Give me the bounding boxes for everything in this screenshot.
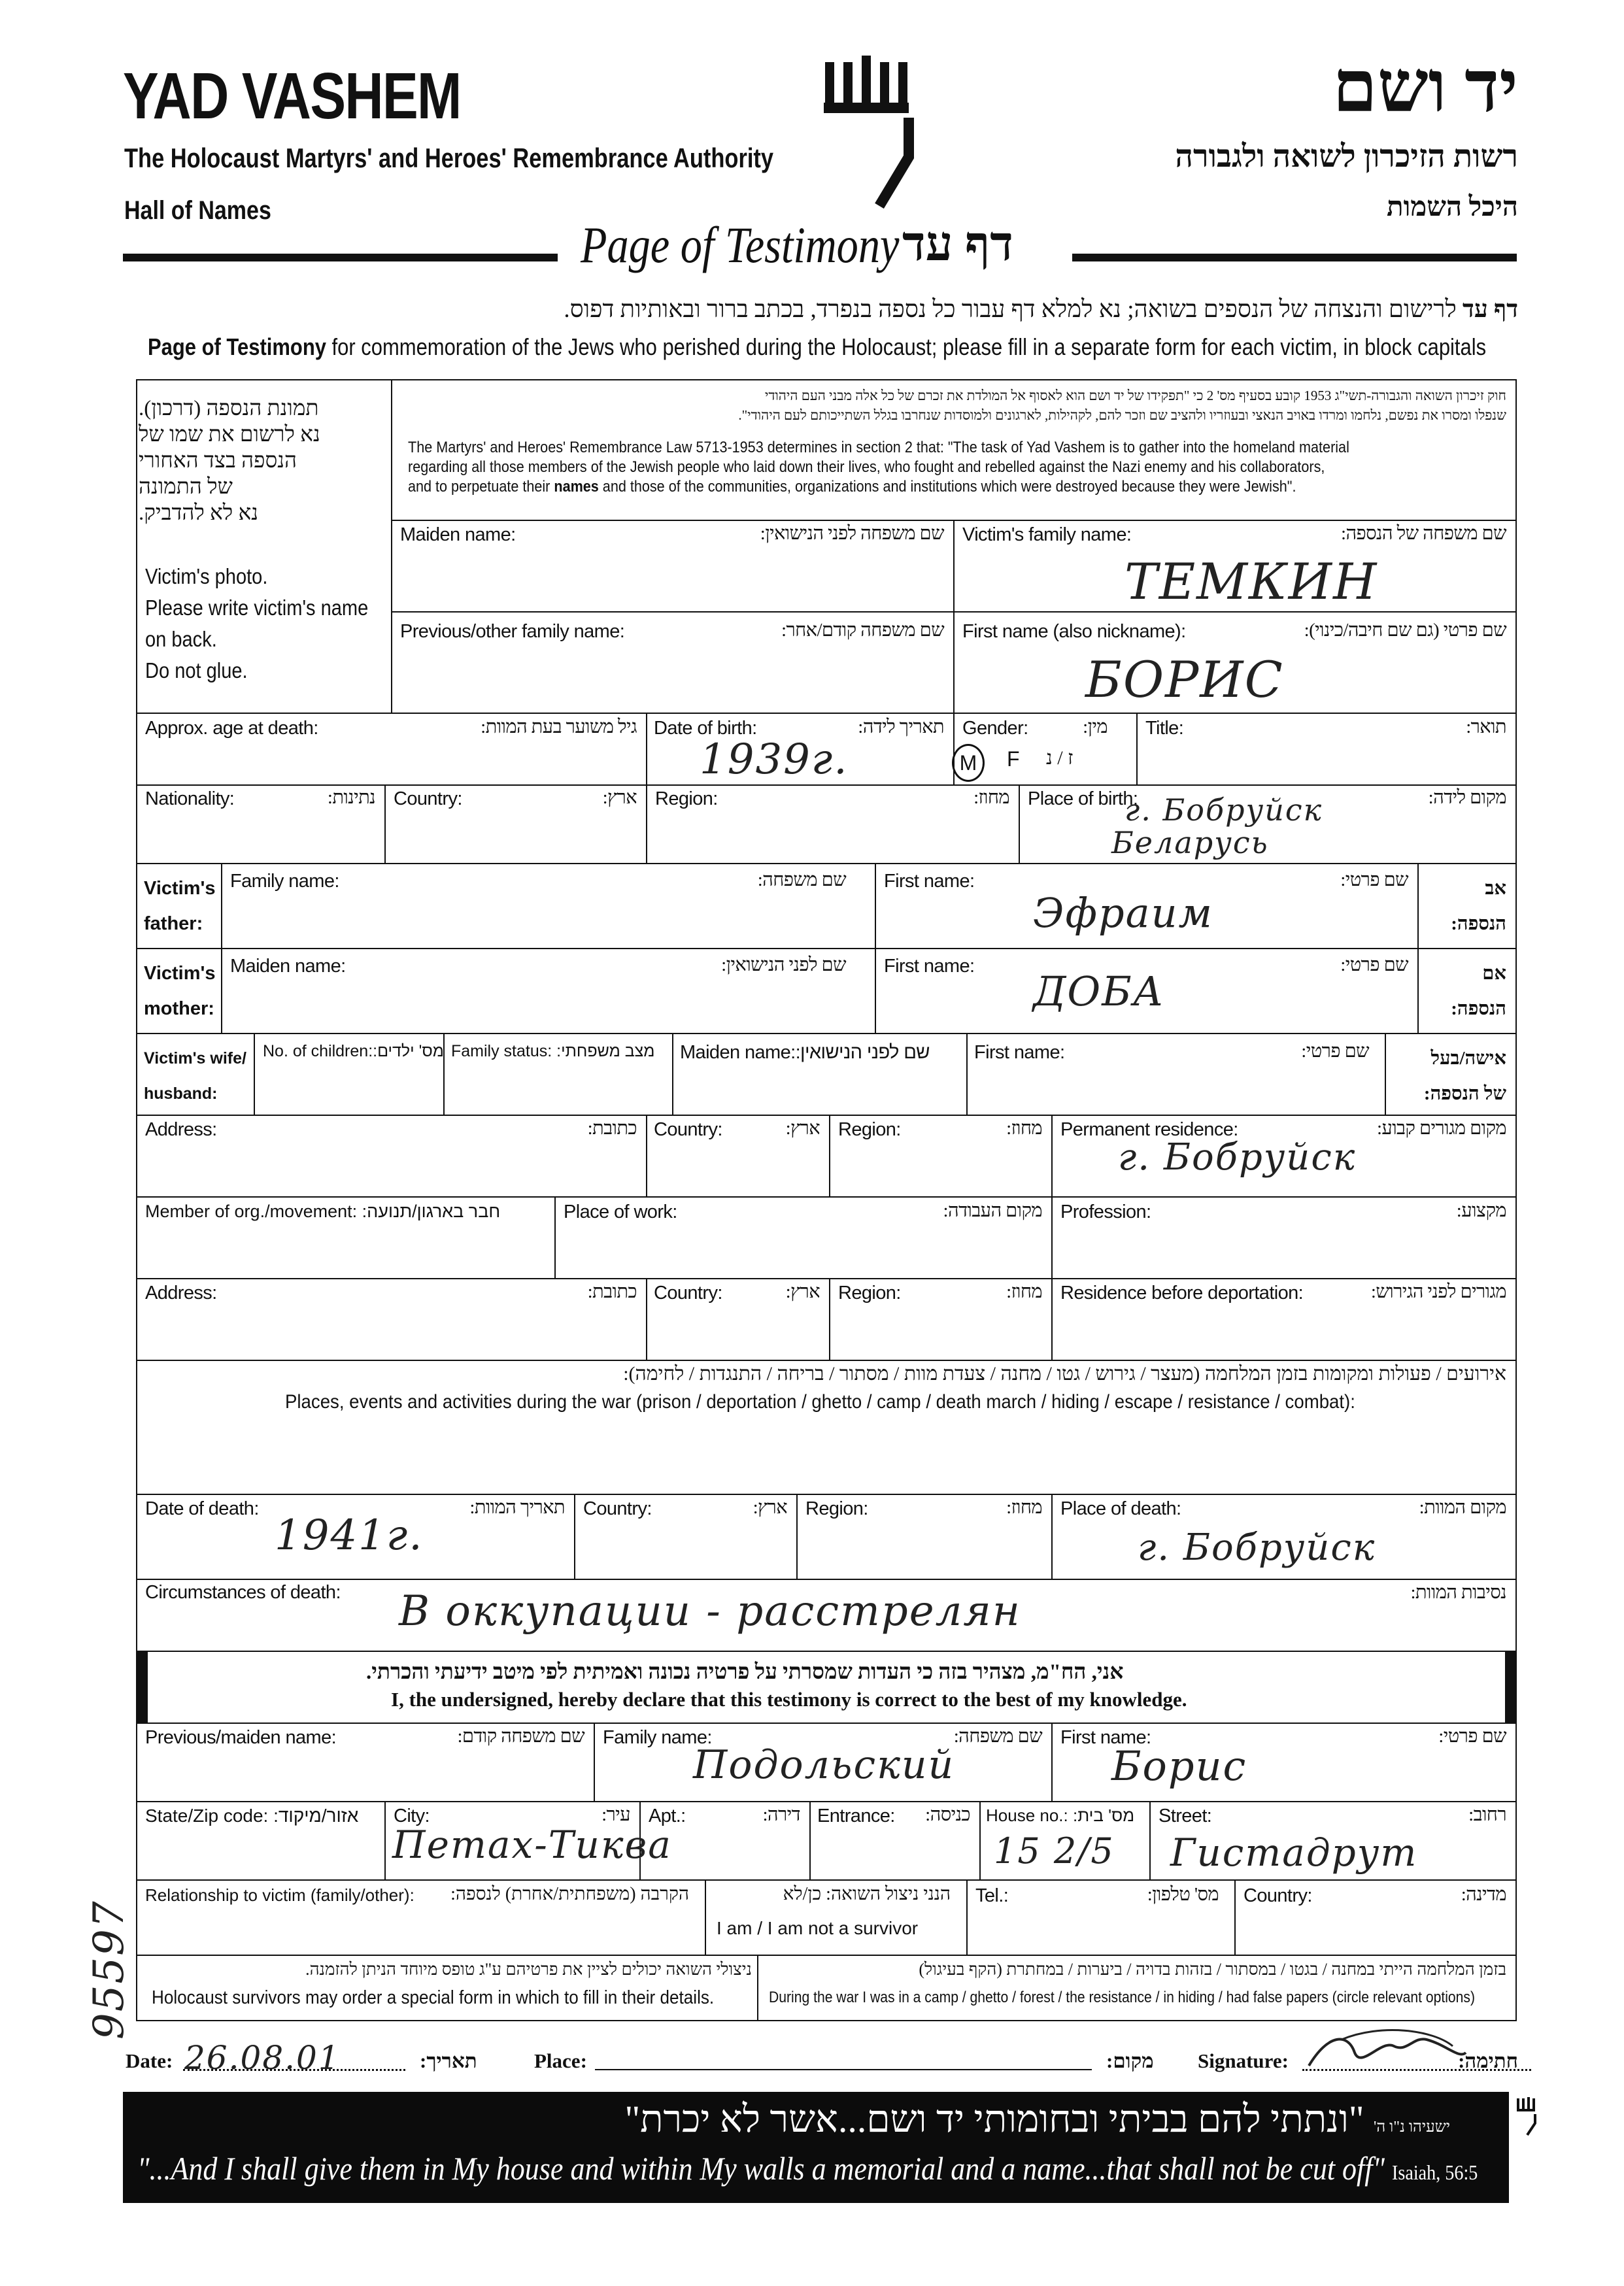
intro-he-bold: דף עד [1463, 296, 1518, 323]
mother-label-2: mother: [144, 998, 214, 1019]
place-label: Place: [534, 2049, 587, 2072]
events-label-en: Places, events and activities during the war (prison / deportation / ghetto / camp / death march / hiding / escape / resistance / combat): [285, 1391, 1355, 1413]
law-en [408, 438, 1349, 497]
date-label-he: תאריך: [420, 2049, 477, 2072]
submitter-first-value[interactable]: Борис [1111, 1742, 1247, 1790]
relationship-label-he: הקרבה (משפחתית/אחרת) לנספה: [450, 1884, 689, 1904]
subtitle-he: רשות הזיכרון לשואה ולגבורה [1175, 139, 1518, 174]
address1-region-label: Region: [838, 1119, 901, 1140]
dob-label-he: תאריך לידה: [858, 716, 944, 737]
age-label-he: גיל משוער בעת המוות: [481, 716, 637, 737]
pob-label: Place of birth: [1028, 788, 1138, 809]
submitter-family-value[interactable]: Подольский [693, 1742, 955, 1788]
death-region-label: Region: [805, 1498, 868, 1519]
member-label: Member of org./movement: חבר בארגון/תנועה: [145, 1202, 501, 1221]
residence-before-label-he: מגורים לפני הגירוש: [1370, 1281, 1506, 1302]
title-label: Title: [1145, 718, 1184, 739]
father-he-2: הנספה: [1451, 913, 1506, 934]
perm-residence-value[interactable]: г. Бобруйск [1118, 1136, 1357, 1179]
place-of-death-label: Place of death: [1060, 1498, 1181, 1519]
address2-label-he: כתובת: [587, 1281, 637, 1302]
date-of-death-label: Date of death: [145, 1498, 259, 1519]
family-status-label: Family status: מצב משפחתי: [451, 1042, 655, 1060]
photo-instructions-he: תמונת הנספה (דרכון). נא לרשום את שמו של הנספה בצד האחורי של התמונה נא לא להדביק. [139, 397, 320, 525]
address2-country-label-he: ארץ: [785, 1281, 820, 1302]
declaration-en: I, the undersigned, hereby declare that this testimony is correct to the best of my knowledge. [391, 1688, 1187, 1711]
photo-en-3: on back. [145, 627, 217, 651]
mother-label-en [144, 956, 216, 1026]
address1-region-label-he: מחוז: [1006, 1118, 1042, 1139]
intro-en [148, 333, 1486, 361]
war-location-note-he: בזמן המלחמה הייתי במחנה / בגטו / במסתור / בזהות בדויה / ביערות / במחתרת (הקף בעיגול) [919, 1960, 1506, 1979]
pob-value-2[interactable]: Беларусь [1111, 825, 1269, 860]
death-region-label-he: מחוז: [1006, 1497, 1042, 1518]
quote-en-ref: Isaiah, 56:5 [1391, 2160, 1478, 2184]
father-label-en [144, 871, 216, 941]
pob-label-he: מקום לידה: [1428, 787, 1506, 808]
submitter-family-label: Family name: [603, 1727, 712, 1748]
father-label-2: father: [144, 913, 203, 934]
law-he-2: שנפלו ומסרו את נפשם, נלחמו ומרדו באויב הנאצי ובעוזריו ולהציב שם וזכר להם, לקהילות, לארגונים ולמוסדות שנחרבו בגלל השתייכותם לעם היהודי". [738, 407, 1506, 423]
place-label-he: מקום: [1106, 2049, 1154, 2072]
survivor-label-he: הנני ניצול השואה: כן/לא [783, 1884, 951, 1904]
address2-region-label: Region: [838, 1283, 901, 1303]
dob-label: Date of birth: [654, 718, 757, 739]
submitter-country-label: Country: [1243, 1885, 1312, 1906]
margin-number: 95597 [85, 1900, 133, 2040]
signature-label: Signature: [1198, 2049, 1289, 2072]
signature-line [126, 2039, 1518, 2082]
gender-he-options: ז / נ [1046, 747, 1074, 769]
apt-label: Apt.: [649, 1806, 686, 1826]
subtitle-en: The Holocaust Martyrs' and Heroes' Remembrance Authority [124, 143, 774, 173]
country-label: Country: [394, 788, 462, 809]
tel-label-he: מס' טלפון: [1147, 1884, 1219, 1905]
photo-instructions-en [145, 561, 368, 686]
mother-maiden-label-he: שם לפני הנישואין: [721, 954, 846, 975]
gender-label-he: מין: [1083, 716, 1108, 737]
apt-label-he: דירה: [762, 1804, 800, 1825]
father-label-he [1451, 871, 1506, 941]
date-underline [183, 2069, 405, 2071]
first-name-label: First name (also nickname): [962, 621, 1186, 642]
address2-region-label-he: מחוז: [1006, 1281, 1042, 1302]
profession-label-he: מקצוע: [1456, 1200, 1506, 1221]
quote-he-text: "ונתתי להם בביתי ובחומותי יד ושם...אשר לא יכרת" [624, 2098, 1364, 2140]
father-label-1: Victim's [144, 878, 216, 899]
quote-banner [123, 2092, 1509, 2203]
address1-country-label-he: ארץ: [785, 1118, 820, 1139]
death-country-label: Country: [583, 1498, 652, 1519]
address1-label: Address: [145, 1119, 217, 1140]
submitter-family-label-he: שם משפחה: [953, 1726, 1042, 1747]
events-label-he: אירועים / פעולות ומקומות בזמן המלחמה (מעצר / גירוש / גטו / מחנה / צעדת מוות / מסתור / בריחה / התנגדות / לחימה): [623, 1363, 1506, 1385]
father-first-value[interactable]: Эфраим [1033, 889, 1213, 937]
place-underline [595, 2069, 1092, 2070]
circumstances-value[interactable]: В оккупации - расстрелян [399, 1587, 1021, 1636]
spouse-first-label-he: שם פרטי: [1301, 1041, 1369, 1062]
city-label: City: [394, 1806, 430, 1826]
title-en: YAD VASHEM [123, 59, 461, 133]
mother-maiden-label: Maiden name: [230, 956, 346, 977]
spouse-maiden-label: Maiden name:שם לפני הנישואין: [680, 1042, 930, 1063]
city-label-he: עיר: [601, 1804, 630, 1825]
survivor-form-note-en: Holocaust survivors may order a special form in which to fill in their details. [152, 1987, 715, 2008]
gender-label: Gender: [962, 718, 1028, 739]
title-label-he: תואר: [1466, 716, 1506, 737]
perm-residence-label: Permanent residence: [1060, 1119, 1238, 1140]
war-location-note-en[interactable]: During the war I was in a camp / ghetto / forest / the resistance / in hiding / had false papers (circle relevant options) [769, 1989, 1476, 2006]
street-label: Street: [1159, 1806, 1212, 1826]
children-label: No. of children:מס' ילדים: [263, 1042, 444, 1060]
quote-he-ref: ישעיהו נ"ו ה' [1374, 2119, 1450, 2136]
hall-en: Hall of Names [124, 196, 271, 225]
entrance-label-he: כניסה: [925, 1804, 970, 1825]
spouse-label-1: Victim's wife/ [144, 1049, 246, 1067]
father-family-label: Family name: [230, 871, 339, 892]
address2-label: Address: [145, 1283, 217, 1303]
mother-he-1: אם [1482, 963, 1506, 984]
survivor-form-note-he: ניצולי השואה יכולים לציין את פרטיהם ע"ג טופס מיוחד הניתן להזמנה. [305, 1960, 752, 1979]
photo-en-2: Please write victim's name [145, 596, 369, 620]
maiden-name-label-he: שם משפחה לפני הנישואין: [760, 523, 944, 544]
prev-family-name-label: Previous/other family name: [400, 621, 625, 642]
country-label-he: ארץ: [602, 787, 637, 808]
entrance-label: Entrance: [817, 1806, 895, 1826]
nationality-label-he: נתינות: [327, 787, 375, 808]
submitter-first-label-he: שם פרטי: [1438, 1726, 1506, 1747]
house-label: House no.: מס' בית: [986, 1806, 1135, 1825]
signature-scribble[interactable] [1302, 2026, 1472, 2079]
survivor-label-en[interactable]: I am / I am not a survivor [717, 1918, 919, 1938]
place-of-work-label: Place of work: [564, 1202, 677, 1222]
mother-label-1: Victim's [144, 963, 216, 984]
spouse-label-he [1424, 1041, 1506, 1111]
spouse-he-1: אישה/בעל [1430, 1048, 1506, 1069]
circumstances-label: Circumstances of death: [145, 1582, 341, 1603]
place-of-death-value[interactable]: г. Бобруйск [1138, 1526, 1376, 1569]
quote-en [137, 2149, 1478, 2187]
father-he-1: אב [1485, 878, 1506, 899]
submitter-country-label-he: מדינה: [1461, 1884, 1506, 1905]
photo-en-4: Do not glue. [145, 658, 248, 682]
address1-country-label: Country: [654, 1119, 722, 1140]
date-of-death-label-he: תאריך המוות: [469, 1497, 565, 1518]
father-first-label: First name: [884, 871, 975, 892]
residence-before-label: Residence before deportation: [1060, 1283, 1304, 1303]
city-value[interactable]: Петах-Тиква [392, 1823, 672, 1867]
declaration-bar-left [136, 1651, 148, 1723]
relationship-label: Relationship to victim (family/other): [145, 1885, 414, 1905]
region-label-he: מחוז: [973, 787, 1009, 808]
spouse-he-2: של הנספה: [1423, 1083, 1506, 1104]
submitter-prev-label: Previous/maiden name: [145, 1727, 337, 1748]
age-label: Approx. age at death: [145, 718, 318, 739]
submitter-prev-label-he: שם משפחה קודם: [457, 1726, 584, 1747]
intro-he [564, 295, 1518, 324]
quote-he [123, 2097, 1450, 2141]
family-name-label-he: שם משפחה של הנספה: [1341, 523, 1506, 544]
death-country-label-he: ארץ: [753, 1497, 787, 1518]
page-title-he: דף עד [902, 218, 1013, 271]
hall-he: היכל השמות [1387, 192, 1518, 222]
law-he-1: חוק זיכרון השואה והגבורה-תשי"ג 1953 קובע בסעיף מס' 2 כי "תפקידו של יד ושם הוא לאסוף אל המולדת את זכרם של כל אלה מבני העם היהודי [764, 388, 1506, 403]
circumstances-label-he: נסיבות המוות: [1410, 1582, 1506, 1603]
place-of-death-label-he: מקום המוות: [1419, 1497, 1506, 1518]
photo-en-1: Victim's photo. [145, 564, 268, 588]
tel-label: Tel.: [975, 1885, 1009, 1906]
spouse-label-en [144, 1041, 246, 1111]
first-name-value[interactable]: БОРИС [1085, 650, 1284, 709]
mother-first-value[interactable]: ДОБА [1033, 967, 1165, 1015]
father-family-label-he: שם משפחה: [757, 869, 846, 890]
submitter-first-label: First name: [1060, 1727, 1151, 1748]
quote-en-text: "...And I shall give them in My house and within My walls a memorial and a name...that shall not be cut off" [137, 2150, 1385, 2187]
prev-family-name-label-he: שם משפחה קודם/אחר: [781, 620, 944, 641]
mother-first-label: First name: [884, 956, 975, 977]
address1-label-he: כתובת: [587, 1118, 637, 1139]
page-title-en: Page of Testimony [581, 216, 900, 273]
declaration-bar-right [1505, 1651, 1517, 1723]
street-label-he: רחוב: [1468, 1804, 1506, 1825]
small-logo-icon [1515, 2097, 1542, 2136]
father-first-label-he: שם פרטי: [1340, 869, 1408, 890]
law-en-3: and to perpetuate their names and those of the communities, organizations and institutions which were destroyed because they were Jewish". [408, 478, 1296, 496]
spouse-label-2: husband: [144, 1084, 218, 1103]
profession-label: Profession: [1060, 1202, 1151, 1222]
family-name-value[interactable]: ТЕМКИН [1125, 552, 1378, 611]
law-en-1: The Martyrs' and Heroes' Remembrance Law 5713-1953 determines in section 2 that: "The task of Yad Vashem is to gather into the homeland material [408, 439, 1349, 456]
perm-residence-label-he: מקום מגורים קבוע: [1376, 1118, 1506, 1139]
yad-vashem-logo [817, 56, 935, 219]
title-he: יד ושם [1332, 47, 1518, 127]
address2-country-label: Country: [654, 1283, 722, 1303]
law-he [395, 386, 1506, 425]
first-name-label-he: שם פרטי (גם שם חיבה/כינוי): [1304, 620, 1506, 641]
mother-first-label-he: שם פרטי: [1340, 954, 1408, 975]
intro-he-text: לרישום והנצחה של הנספים בשואה; נא למלא דף עבור כל נספה בנפרד, בכתב ברור ובאותיות דפוס. [564, 296, 1463, 323]
spouse-first-label: First name: [974, 1042, 1065, 1063]
gender-m[interactable]: M [952, 744, 985, 782]
date-of-death-value[interactable]: 1941г. [275, 1511, 424, 1560]
family-name-label: Victim's family name: [962, 524, 1132, 545]
law-en-2: regarding all those members of the Jewish people who laid down their lives, who fought and rebelled against the Nazi enemy and his collaborators, [408, 458, 1325, 476]
pob-value-1[interactable]: г. Бобруйск [1125, 792, 1323, 828]
region-label: Region: [655, 788, 718, 809]
mother-he-2: הנספה: [1451, 998, 1506, 1019]
intro-en-text: for commemoration of the Jews who perished during the Holocaust; please fill in a separate form for each victim, in block capitals [326, 333, 1487, 360]
header-rule-right [1072, 254, 1517, 261]
zip-label: State/Zip code: אזור/מיקוד: [145, 1806, 359, 1826]
house-value[interactable]: 15 2/5 [994, 1830, 1115, 1872]
dob-value[interactable]: 1939г. [700, 735, 849, 784]
date-label: Date: [126, 2049, 173, 2072]
date-value[interactable]: 26.08.01 [184, 2039, 341, 2077]
header-rule-left [123, 254, 558, 261]
street-value[interactable]: Гистадрут [1170, 1830, 1418, 1875]
declaration-he: אני, הח"מ, מצהיר בזה כי העדות שמסרתי על פרטיה נכונה ואמיתית לפי מיטב ידיעתי והכרתי. [366, 1660, 1124, 1684]
mother-label-he [1451, 956, 1506, 1026]
place-of-work-label-he: מקום העבודה: [943, 1200, 1042, 1221]
maiden-name-label: Maiden name: [400, 524, 516, 545]
signature-label-he: חתימה: [1458, 2049, 1518, 2072]
nationality-label: Nationality: [145, 788, 235, 809]
intro-en-bold: Page of Testimony [148, 333, 326, 360]
gender-f[interactable]: F [1007, 747, 1020, 771]
